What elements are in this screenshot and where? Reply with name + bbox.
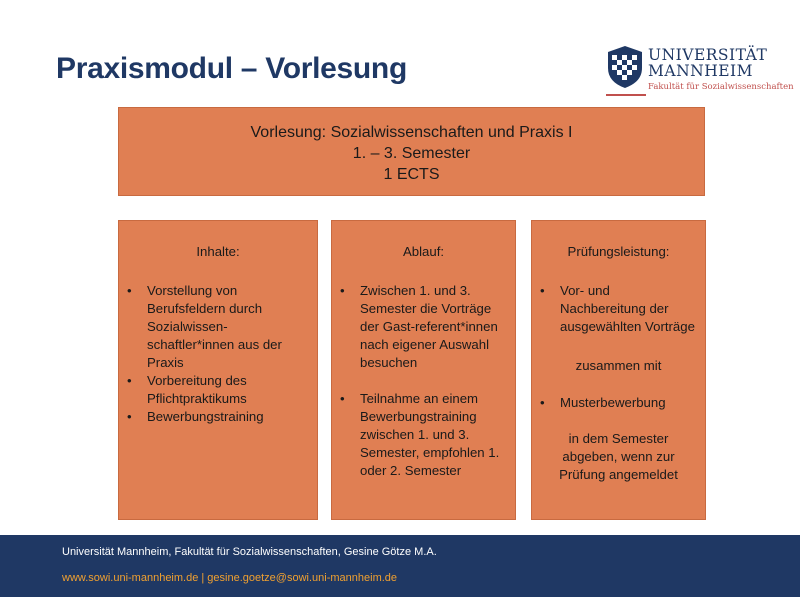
inhalte-list: [119, 282, 317, 426]
pruefung-connector: zusammen mit: [575, 358, 662, 373]
inhalte-heading: Inhalte:: [196, 244, 240, 259]
pruefung-heading: Prüfungsleistung:: [567, 244, 670, 259]
logo-line-mannheim: MANNHEIM: [648, 62, 754, 80]
list-item: • Musterbewerbung: [532, 394, 705, 412]
lecture-title: Vorlesung: Sozialwissenschaften und Praxis I: [250, 124, 573, 141]
pruefung-list-2: [532, 394, 705, 412]
list-item: • Vorstellung von Berufsfeldern durch Sozialwissen-schaftler*innen aus der Praxis: [119, 282, 317, 372]
list-item: • Teilnahme an einem Bewerbungstraining zwischen 1. und 3. Semester, empfohlen 1. oder 2. Semester: [332, 390, 515, 480]
slide-title: Praxismodul – Vorlesung: [56, 52, 407, 85]
ablauf-box: [331, 220, 516, 520]
lecture-ects: 1 ECTS: [383, 166, 440, 183]
lecture-semester: 1. – 3. Semester: [352, 145, 471, 162]
ablauf-list: [332, 282, 515, 480]
footer-affiliation: Universität Mannheim, Fakultät für Sozialwissenschaften, Gesine Götze M.A.: [62, 546, 437, 558]
list-item: • Zwischen 1. und 3. Semester die Vorträge der Gast-referent*innen nach eigener Auswahl besuchen: [332, 282, 515, 372]
pruefung-list-1: [532, 282, 705, 336]
logo-line-universitaet: UNIVERSITÄT: [648, 46, 768, 64]
logo-line-faculty: Fakultät für Sozialwissenschaften: [648, 82, 794, 92]
list-item: • Vorbereitung des Pflichtpraktikums: [119, 372, 317, 408]
list-item: • Bewerbungstraining: [119, 408, 317, 426]
pruefung-note: in dem Semester abgeben, wenn zur Prüfung angemeldet: [559, 431, 678, 482]
logo-rule: [606, 94, 646, 96]
crest-icon: [604, 44, 646, 90]
university-logo: [604, 42, 794, 102]
pruefung-box: [531, 220, 706, 520]
footer-bar: [0, 535, 800, 597]
inhalte-box: [118, 220, 318, 520]
list-item: • Vor- und Nachbereitung der ausgewählten Vorträge: [532, 282, 705, 336]
lecture-header-box: [118, 107, 705, 196]
footer-links[interactable]: www.sowi.uni-mannheim.de | gesine.goetze@sowi.uni-mannheim.de: [62, 572, 398, 584]
ablauf-heading: Ablauf:: [402, 244, 445, 259]
